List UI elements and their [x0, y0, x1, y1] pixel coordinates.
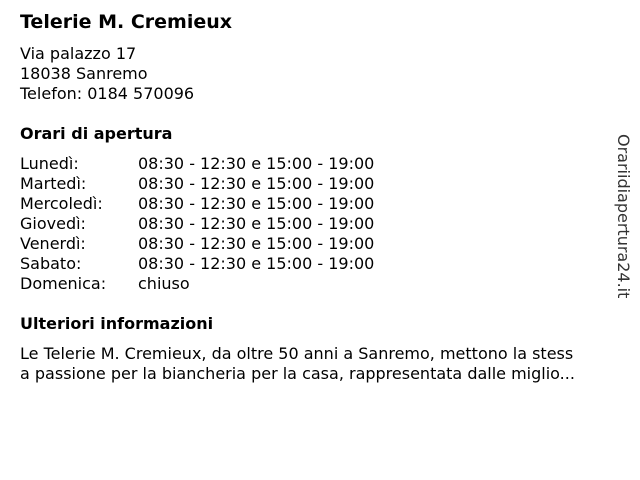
business-name: Telerie M. Cremieux — [20, 11, 233, 33]
hours-time: 08:30 - 12:30 e 15:00 - 19:00 — [138, 154, 375, 173]
business-description — [20, 344, 624, 384]
hours-day: Venerdì: — [20, 234, 86, 253]
address-city: 18038 Sanremo — [20, 64, 148, 83]
additional-info-heading: Ulteriori informazioni — [20, 314, 214, 333]
address-street: Via palazzo 17 — [20, 44, 137, 63]
hours-day: Sabato: — [20, 254, 82, 273]
watermark-text: Orariidiapertura24.it — [614, 134, 633, 299]
hours-time: 08:30 - 12:30 e 15:00 - 19:00 — [138, 234, 375, 253]
address-phone: Telefon: 0184 570096 — [20, 84, 195, 103]
description-line: a passione per la biancheria per la casa, rappresentata dalle miglio... — [20, 364, 575, 383]
site-watermark — [610, 134, 636, 310]
description-line: Le Telerie M. Cremieux, da oltre 50 anni a Sanremo, mettono la stess — [20, 344, 574, 363]
hours-time: chiuso — [138, 274, 190, 293]
hours-day: Giovedì: — [20, 214, 86, 233]
hours-day: Domenica: — [20, 274, 107, 293]
hours-day: Martedì: — [20, 174, 87, 193]
hours-time: 08:30 - 12:30 e 15:00 - 19:00 — [138, 254, 375, 273]
opening-hours-heading: Orari di apertura — [20, 124, 173, 143]
hours-day: Mercoledì: — [20, 194, 103, 213]
hours-day: Lunedì: — [20, 154, 79, 173]
hours-time: 08:30 - 12:30 e 15:00 - 19:00 — [138, 174, 375, 193]
address-block — [20, 44, 194, 104]
hours-time: 08:30 - 12:30 e 15:00 - 19:00 — [138, 214, 375, 233]
hours-time: 08:30 - 12:30 e 15:00 - 19:00 — [138, 194, 375, 213]
